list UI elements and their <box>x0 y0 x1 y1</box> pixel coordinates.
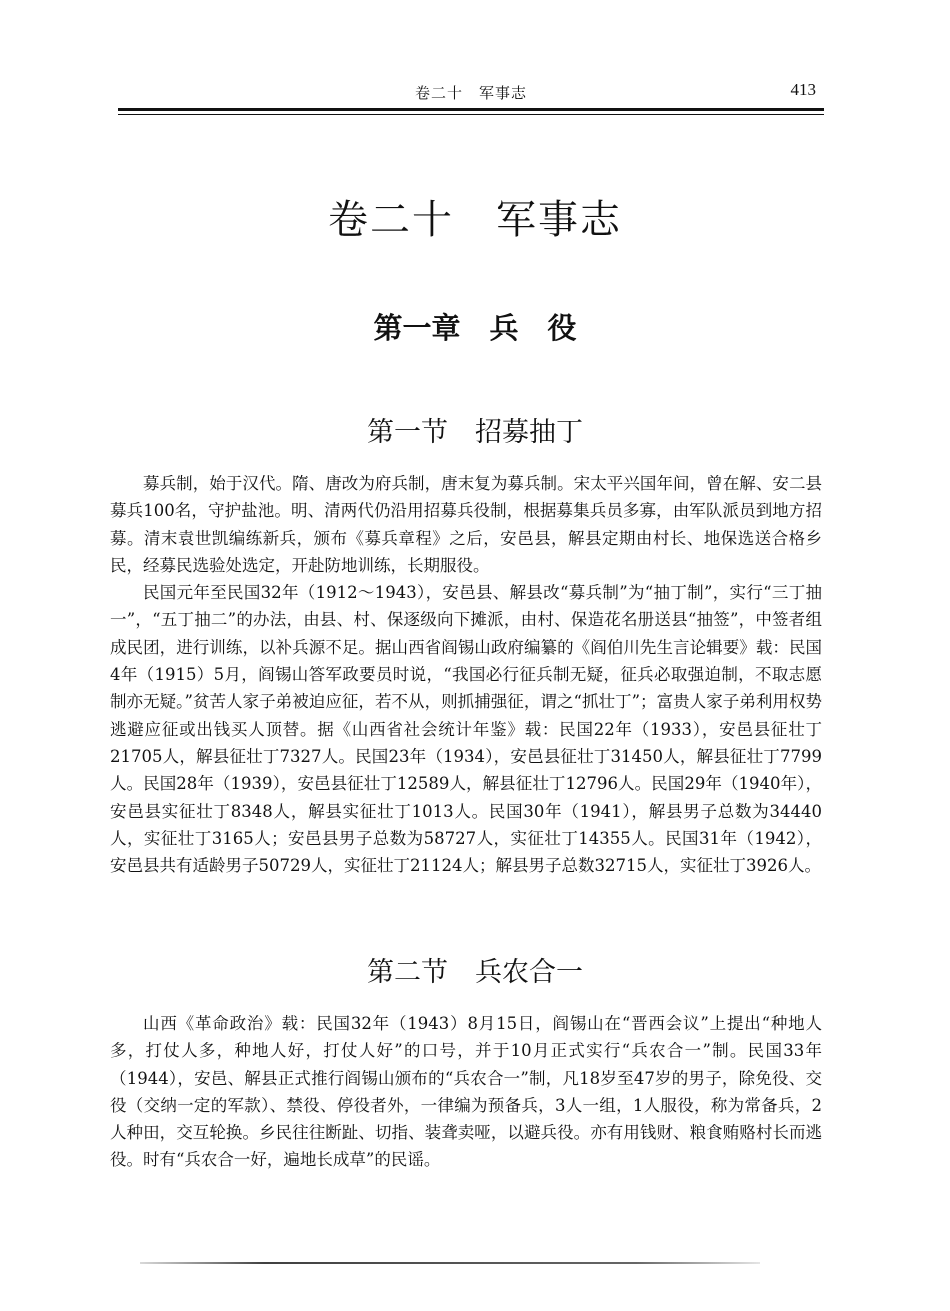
section-title-1: 第一节 招募抽丁 <box>367 417 583 448</box>
section-2-body <box>110 1010 822 1174</box>
section-title-2: 第二节 兵农合一 <box>367 957 583 988</box>
footer-rule <box>140 1262 760 1264</box>
paragraph: 募兵制，始于汉代。隋、唐改为府兵制，唐末复为募兵制。宋太平兴国年间，曾在解、安二县募兵100名，守护盐池。明、清两代仍沿用招募兵役制，根据募集兵员多寡，由军队派员到地方招募。清末袁世凯编练新兵，颁布《募兵章程》之后，安邑县，解县定期由村长、地保选送合格乡民，经募民选验处选定，开赴防地训练，长期服役。 <box>110 474 822 575</box>
page-header <box>118 78 824 106</box>
paragraph: 山西《革命政治》载：民国32年（1943）8月15日，阎锡山在“晋西会议”上提出“种地人多，打仗人多，种地人好，打仗人好”的口号，并于10月正式实行“兵农合一”制。民国33年（1944），安邑、解县正式推行阎锡山颁布的“兵农合一”制，凡18岁至47岁的男子，除免役、交役（交纳一定的军款）、禁役、停役者外，一律编为预备兵，3人一组，1人服役，称为常备兵，2人种田，交互轮换。乡民往往断趾、切指、装聋卖哑，以避兵役。亦有用钱财、粮食贿赂村长而逃役。时有“兵农合一好，遍地长成草”的民谣。 <box>110 1014 822 1170</box>
volume-title: 卷二十 军事志 <box>328 197 622 243</box>
running-title: 卷二十 军事志 <box>414 84 527 102</box>
section-1-body <box>110 470 822 879</box>
header-rule <box>118 108 824 111</box>
page-number: 413 <box>790 80 816 99</box>
paragraph: 民国元年至民国32年（1912～1943），安邑县、解县改“募兵制”为“抽丁制”，实行“三丁抽一”，“五丁抽二”的办法，由县、村、保逐级向下摊派，由村、保造花名册送县“抽签”，中签者组成民团，进行训练，以补兵源不足。据山西省阎锡山政府编纂的《阎伯川先生言论辑要》载：民国4年（1915）5月，阎锡山答军政要员时说，“我国必行征兵制无疑，征兵必取强迫制，不取志愿制亦无疑。”贫苦人家子弟被迫应征，若不从，则抓捕强征，谓之“抓壮丁”；富贵人家子弟利用权势逃避应征或出钱买人顶替。据《山西省社会统计年鉴》载：民国22年（1933），安邑县征壮丁21705人，解县征壮丁7327人。民国23年（1934），安邑县征壮丁31450人，解县征壮丁7799人。民国28年（1939），安邑县征壮丁12589人，解县征壮丁12796人。民国29年（1940年），安邑县实征壮丁8348人，解县实征壮丁1013人。民国30年（1941），解县男子总数为34440人，实征壮丁3165人；安邑县男子总数为58727人，实征壮丁14355人。民国31年（1942），安邑县共有适龄男子50729人，实征壮丁21124人；解县男子总数32715人，实征壮丁3926人。 <box>110 583 822 876</box>
chapter-title: 第一章 兵 役 <box>373 311 577 345</box>
header-rule-thin <box>118 114 824 115</box>
